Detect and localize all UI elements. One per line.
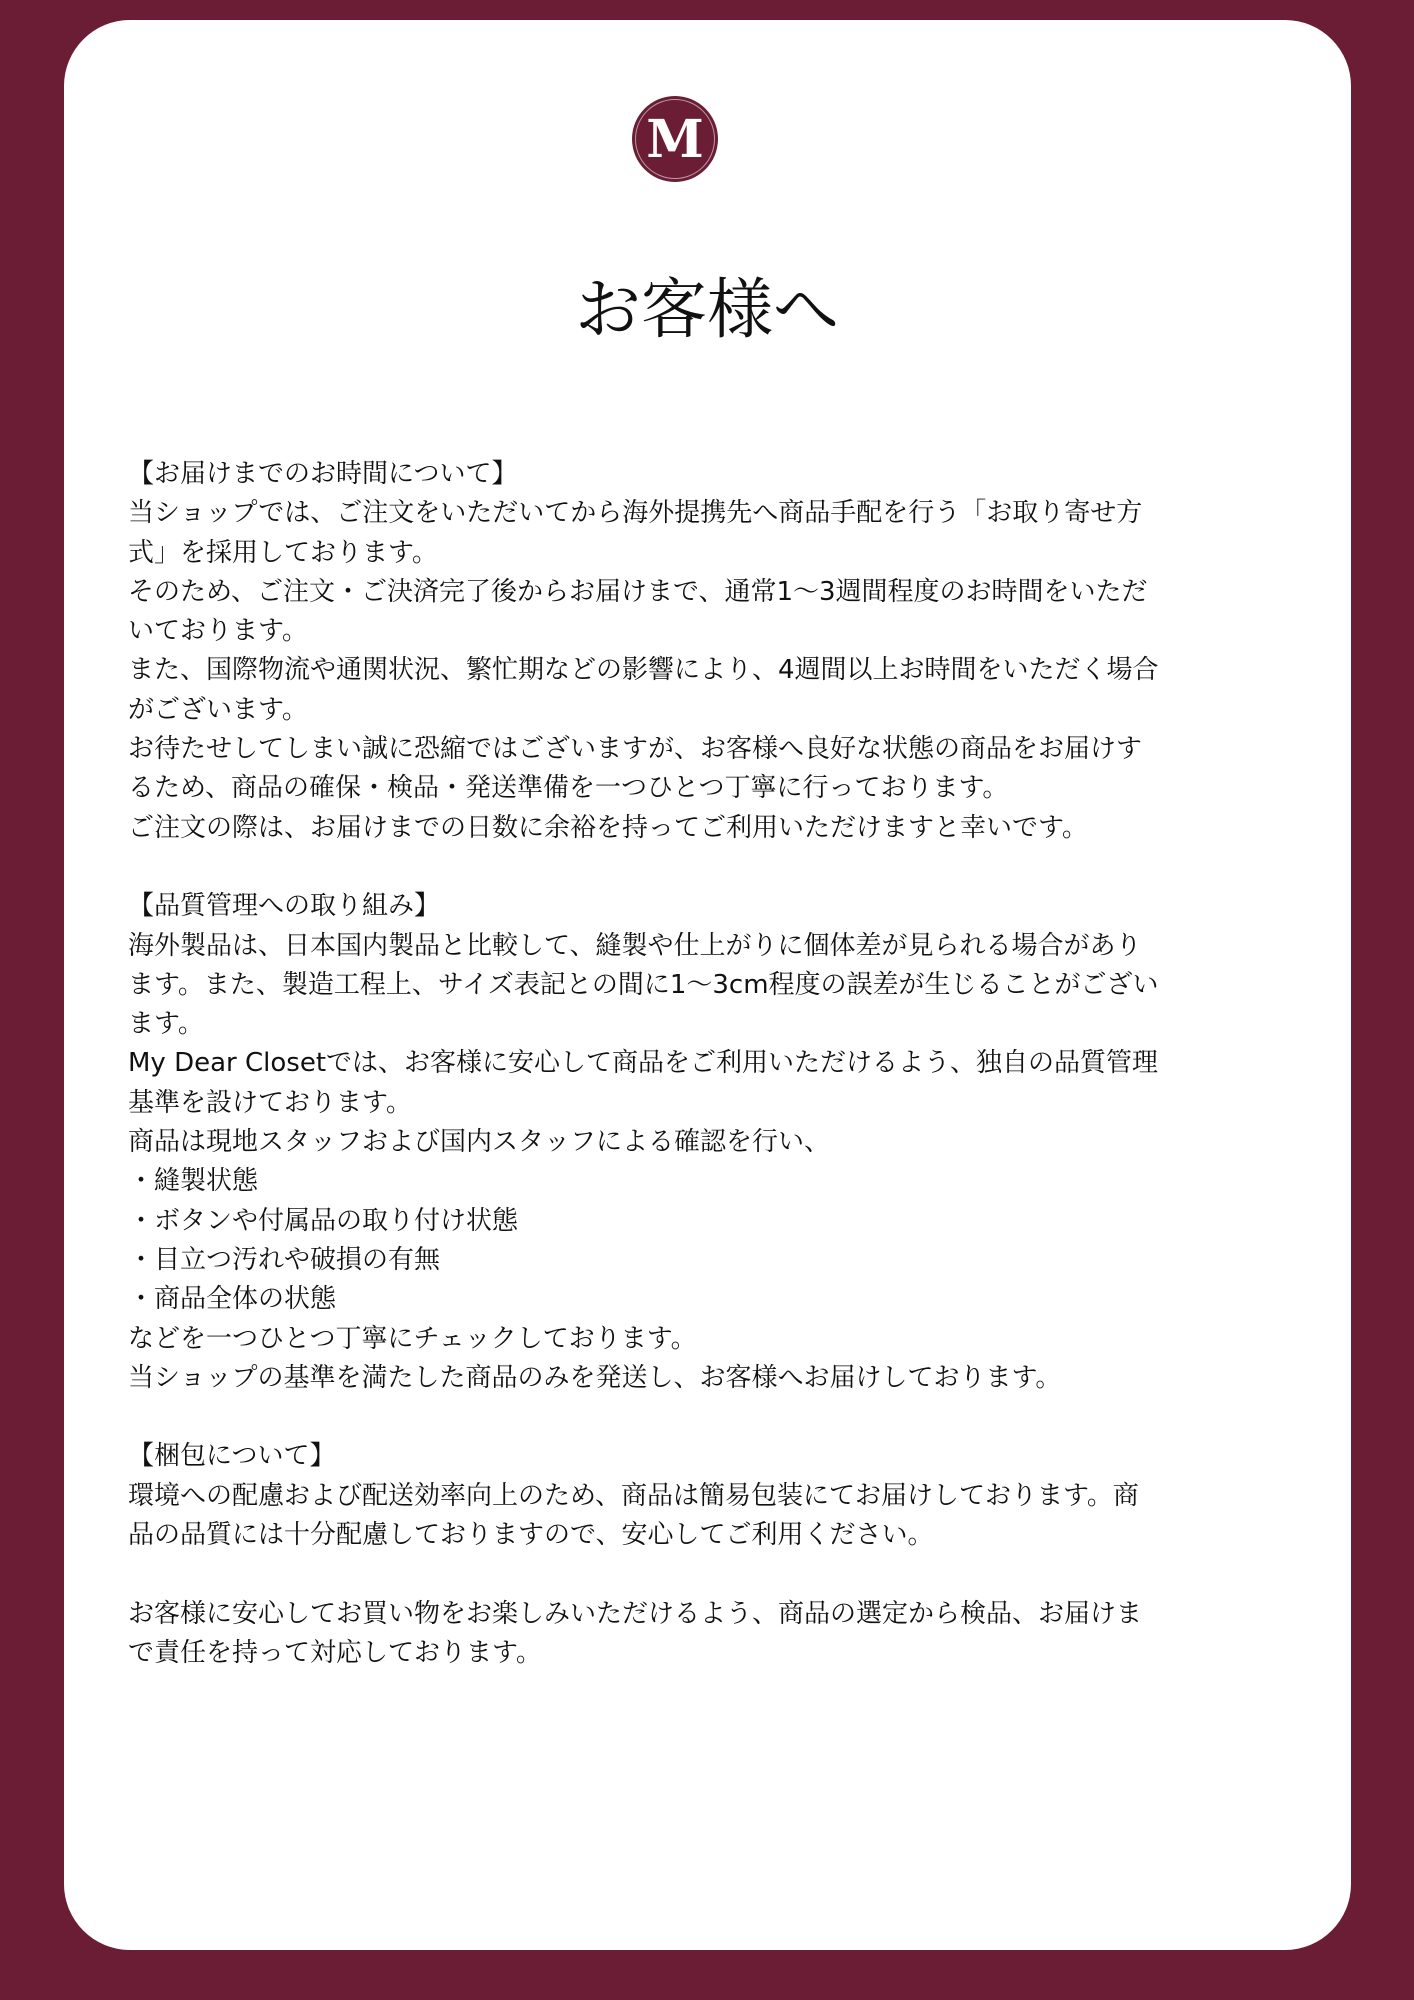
quality-check-item: ・商品全体の状態 <box>128 1284 337 1315</box>
quality-line: My Dear Closetでは、お客様に安心して商品をご利用いただけるよう、独自の品質管理 <box>128 1048 1159 1079</box>
packaging-line: 品の品質には十分配慮しておりますので、安心してご利用ください。 <box>128 1520 934 1551</box>
page-title: お客様へ <box>575 271 839 348</box>
closing-line: で責任を持って対応しております。 <box>128 1637 542 1668</box>
quality-line: ます。 <box>128 1009 204 1040</box>
brand-logo <box>632 96 718 182</box>
delivery-line: また、国際物流や通関状況、繁忙期などの影響により、4週間以上お時間をいただく場合 <box>128 655 1159 686</box>
quality-check-item: ・縫製状態 <box>128 1166 259 1197</box>
section-heading-quality: 【品質管理への取り組み】 <box>128 891 441 922</box>
delivery-line: いております。 <box>128 616 308 647</box>
logo-letter: M <box>646 109 704 170</box>
delivery-line: ご注文の際は、お届けまでの日数に余裕を持ってご利用いただけますと幸いです。 <box>128 812 1088 843</box>
quality-check-item: ・ボタンや付属品の取り付け状態 <box>128 1205 519 1236</box>
packaging-line: 環境への配慮および配送効率向上のため、商品は簡易包装にてお届けしております。商 <box>128 1480 1139 1511</box>
quality-line: 商品は現地スタッフおよび国内スタッフによる確認を行い、 <box>128 1127 831 1158</box>
quality-line: 基準を設けております。 <box>128 1087 412 1118</box>
delivery-line: 当ショップでは、ご注文をいただいてから海外提携先へ商品手配を行う「お取り寄せ方 <box>128 498 1143 529</box>
delivery-line: お待たせしてしまい誠に恐縮ではございますが、お客様へ良好な状態の商品をお届けす <box>128 734 1143 765</box>
notice-body <box>128 455 1296 1673</box>
section-heading-delivery: 【お届けまでのお時間について】 <box>128 459 518 489</box>
quality-line: 海外製品は、日本国内製品と比較して、縫製や仕上がりに個体差が見られる場合があり <box>128 930 1142 961</box>
delivery-line: そのため、ご注文・ご決済完了後からお届けまで、通常1〜3週間程度のお時間をいただ <box>128 576 1148 607</box>
delivery-line: がございます。 <box>128 694 308 725</box>
closing-line: お客様に安心してお買い物をお楽しみいただけるよう、商品の選定から検品、お届けま <box>128 1598 1143 1629</box>
quality-line: 当ショップの基準を満たした商品のみを発送し、お客様へお届けしております。 <box>128 1362 1062 1393</box>
paragraph-spacer <box>128 1555 1296 1594</box>
quality-line: ます。また、製造工程上、サイズ表記との間に1〜3cm程度の誤差が生じることがござい <box>128 969 1159 1000</box>
delivery-line: 式」を採用しております。 <box>128 537 438 568</box>
paragraph-spacer <box>128 848 1296 887</box>
section-heading-packaging: 【梱包について】 <box>128 1441 336 1472</box>
quality-check-item: ・目立つ汚れや破損の有無 <box>128 1244 441 1275</box>
quality-line: などを一つひとつ丁寧にチェックしております。 <box>128 1323 697 1354</box>
delivery-line: るため、商品の確保・検品・発送準備を一つひとつ丁寧に行っております。 <box>128 773 1009 804</box>
paragraph-spacer <box>128 1398 1296 1437</box>
